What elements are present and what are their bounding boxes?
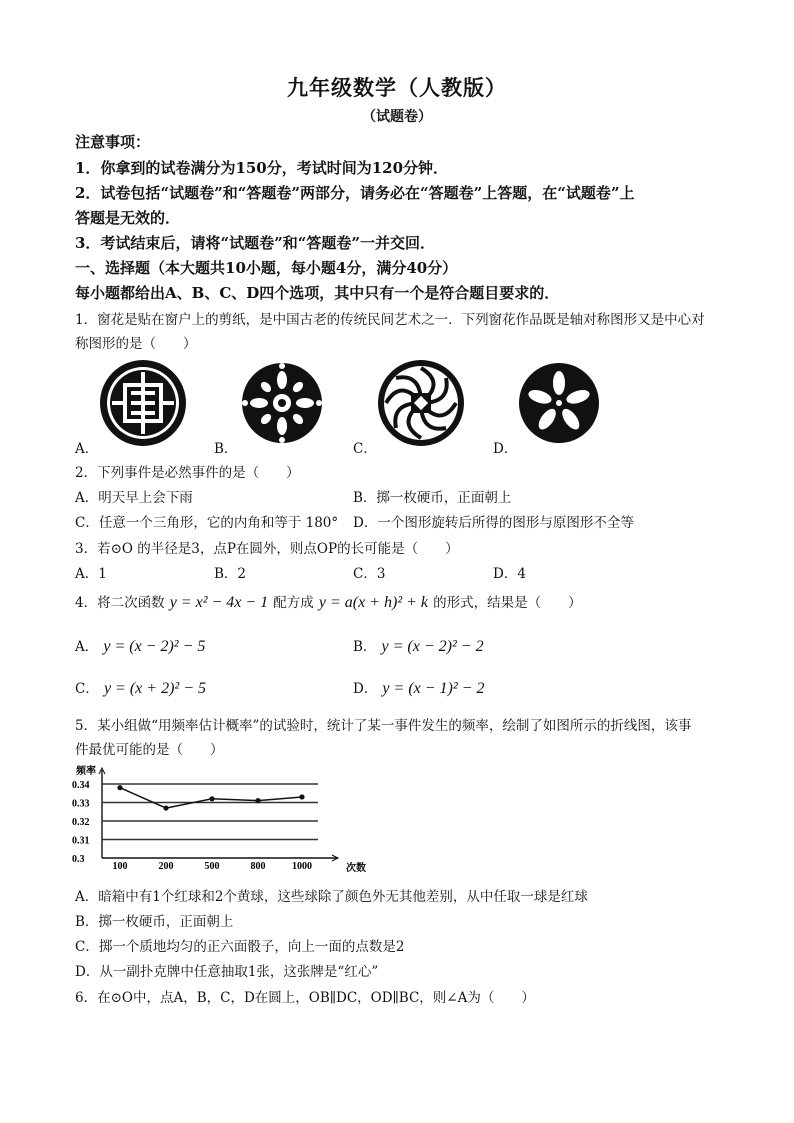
q1-text-b: 称图形的是（ ） (75, 336, 197, 352)
q5-option-a[interactable]: A．暗箱中有1个红球和2个黄球，这些球除了颜色外无其他差别，从中任取一球是红球 (75, 889, 588, 905)
q1-option-c[interactable]: C． (353, 441, 377, 457)
notes-heading: 注意事项： (75, 133, 151, 151)
q2-option-a[interactable]: A．明天早上会下雨 (75, 490, 193, 506)
q4-option-b-expr: y = (x − 2)² − 2 (381, 638, 484, 655)
data-point (299, 794, 304, 799)
section-heading: 一、选择题（本大题共10小题，每小题4分，满分40分） (75, 259, 458, 277)
q3-option-a[interactable]: A．1 (75, 566, 107, 582)
q4-function: y = x² − 4x − 1 (169, 594, 269, 611)
section-instruction: 每小题都给出A、B、C、D四个选项，其中只有一个是符合题目要求的． (75, 284, 560, 302)
q1-option-d[interactable]: D． (493, 441, 518, 457)
y-tick-label: 0.31 (72, 835, 90, 847)
chart-ylabel: 频率 (76, 766, 96, 777)
page-subtitle: （试题卷） (362, 109, 432, 125)
q4-option-a-label: A． (75, 639, 99, 655)
q4-text-suffix: 的形式，结果是（ ） (433, 595, 582, 611)
x-tick-label: 1000 (292, 861, 312, 872)
q5-option-c[interactable]: C．掷一个质地均匀的正六面骰子，向上一面的点数是2 (75, 939, 405, 955)
q4-option-a-expr: y = (x − 2)² − 5 (103, 638, 206, 655)
q3-text: 3．若⊙O 的半径是3，点P在圆外，则点OP的长可能是（ ） (75, 541, 459, 557)
note-2b: 答题是无效的． (75, 209, 181, 227)
note-3: 3．考试结束后，请将“试题卷”和“答题卷”一并交回． (75, 234, 435, 252)
q4-option-c-label: C． (75, 681, 99, 697)
q6-text: 6．在⊙O中，点A，B，C，D在圆上，OB∥DC，OD∥BC，则∠A为（ ） (75, 990, 535, 1006)
q2-option-b[interactable]: B．掷一枚硬币，正面朝上 (353, 490, 512, 506)
paper-cut-b-image (237, 358, 327, 448)
y-tick-label: 0.34 (72, 780, 90, 791)
q4-option-b[interactable] (353, 635, 484, 656)
note-1: 1．你拿到的试卷满分为150分，考试时间为120分钟． (75, 159, 449, 177)
q2-text: 2．下列事件是必然事件的是（ ） (75, 465, 300, 481)
q1-option-a[interactable]: A． (75, 441, 99, 457)
page-title: 九年级数学（人教版） (287, 75, 507, 100)
x-tick-label: 200 (158, 861, 174, 872)
x-tick-label: 100 (112, 861, 128, 872)
paper-cut-d-image (514, 358, 604, 448)
q4-text-prefix: 4．将二次函数 (75, 595, 165, 611)
y-tick-label: 0.32 (72, 817, 90, 828)
q1-option-b[interactable]: B． (214, 441, 238, 457)
data-point (163, 805, 168, 810)
data-point (255, 798, 260, 803)
q4-option-d-label: D． (353, 681, 378, 697)
q4-form: y = a(x + h)² + k (318, 594, 429, 611)
q4-option-c[interactable] (75, 677, 206, 698)
frequency-line-chart (70, 762, 370, 874)
x-tick-label: 800 (250, 861, 266, 872)
q4-option-d[interactable] (353, 677, 484, 698)
paper-cut-a-image (98, 358, 188, 448)
q4-text-mid: 配方成 (273, 595, 314, 611)
x-tick-label: 500 (204, 861, 220, 872)
data-point (209, 796, 214, 801)
q3-option-d[interactable]: D．4 (493, 566, 526, 582)
q3-option-c[interactable]: C．3 (353, 566, 386, 582)
paper-cut-c-image (376, 358, 466, 448)
q4-option-a[interactable] (75, 635, 205, 656)
q2-option-d[interactable]: D．一个图形旋转后所得的图形与原图形不全等 (353, 515, 634, 531)
note-2a: 2．试卷包括“试题卷”和“答题卷”两部分，请务必在“答题卷”上答题，在“试题卷”上 (75, 184, 635, 202)
q2-option-c[interactable]: C．任意一个三角形，它的内角和等于 180° (75, 515, 339, 531)
y-tick-label: 0.33 (72, 798, 90, 810)
chart-xlabel: 次数 (346, 863, 366, 874)
q5-option-d[interactable]: D．从一副扑克牌中任意抽取1张，这张牌是“红心” (75, 964, 379, 980)
q4-option-b-label: B． (353, 639, 377, 655)
q1-text-a: 1．窗花是贴在窗户上的剪纸，是中国古老的传统民间艺术之一．下列窗花作品既是轴对称图形又是中心对 (75, 312, 705, 328)
data-point (117, 785, 122, 790)
q5-text-b: 件最优可能的是（ ） (75, 742, 224, 758)
q4-text (75, 591, 582, 612)
q4-option-c-expr: y = (x + 2)² − 5 (103, 680, 206, 697)
q4-option-d-expr: y = (x − 1)² − 2 (382, 680, 485, 697)
q3-option-b[interactable]: B．2 (214, 566, 247, 582)
q5-text-a: 5．某小组做“用频率估计概率”的试验时，统计了某一事件发生的频率，绘制了如图所示的折线图，该事 (75, 718, 692, 734)
q5-option-b[interactable]: B．掷一枚硬币，正面朝上 (75, 914, 234, 930)
y-tick-label: 0.3 (72, 854, 85, 865)
